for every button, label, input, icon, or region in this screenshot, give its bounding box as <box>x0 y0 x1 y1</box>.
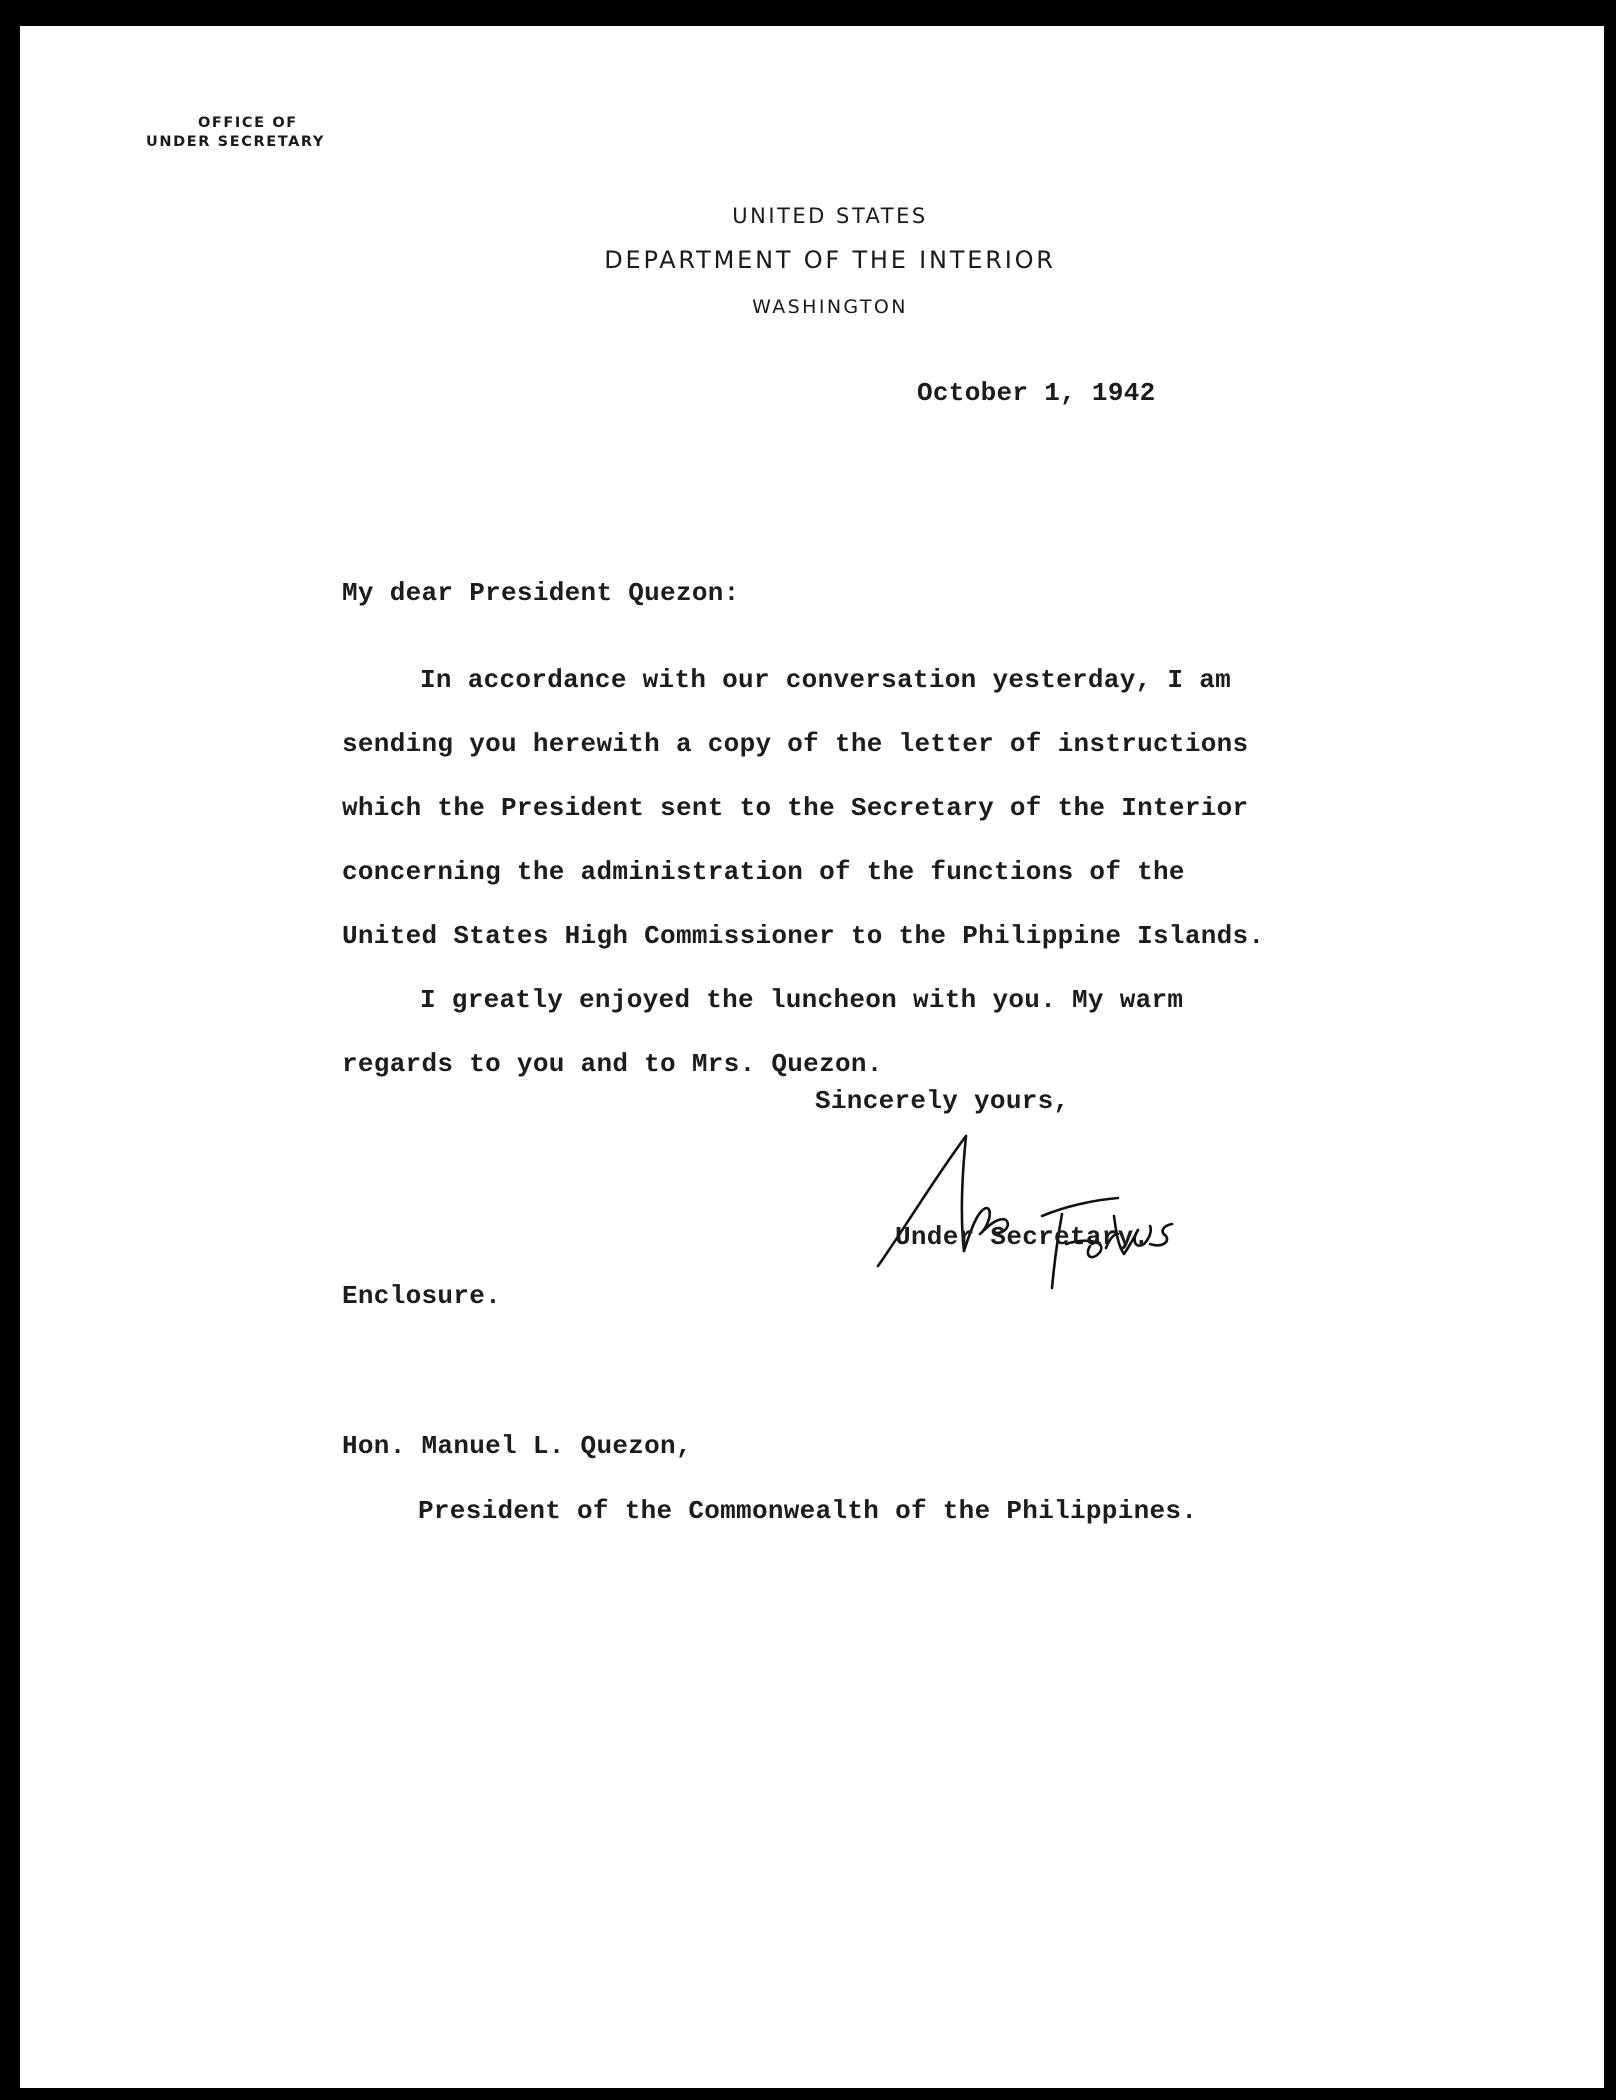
enclosure-note: Enclosure. <box>342 1281 502 1311</box>
body-line: In accordance with our conversation yesterday, I am <box>420 665 1232 695</box>
letterhead-department: DEPARTMENT OF THE INTERIOR <box>604 246 1056 274</box>
addressee-title: President of the Commonwealth of the Philippines. <box>418 1496 1198 1526</box>
letterhead-washington: WASHINGTON <box>752 296 908 318</box>
letter-date: October 1, 1942 <box>917 378 1156 408</box>
body-line: I greatly enjoyed the luncheon with you. My warm <box>420 985 1184 1015</box>
body-line: sending you herewith a copy of the letter of instructions <box>342 729 1249 759</box>
letter-body <box>342 648 1264 1096</box>
body-line: United States High Commissioner to the Philippine Islands. <box>342 921 1265 951</box>
signer-title: Under Secretary. <box>895 1222 1150 1252</box>
body-line: which the President sent to the Secretary of the Interior <box>342 793 1249 823</box>
office-header <box>146 114 406 152</box>
letterhead-united-states: UNITED STATES <box>732 204 928 228</box>
letter-page <box>20 26 1604 2088</box>
office-line-1: OFFICE OF <box>198 115 298 131</box>
salutation: My dear President Quezon: <box>342 578 740 608</box>
addressee-name: Hon. Manuel L. Quezon, <box>342 1431 692 1461</box>
closing: Sincerely yours, <box>815 1086 1070 1116</box>
body-line: concerning the administration of the functions of the <box>342 857 1185 887</box>
office-line-2: UNDER SECRETARY <box>146 134 325 150</box>
handwritten-signature <box>866 1116 1196 1296</box>
body-line: regards to you and to Mrs. Quezon. <box>342 1049 883 1079</box>
